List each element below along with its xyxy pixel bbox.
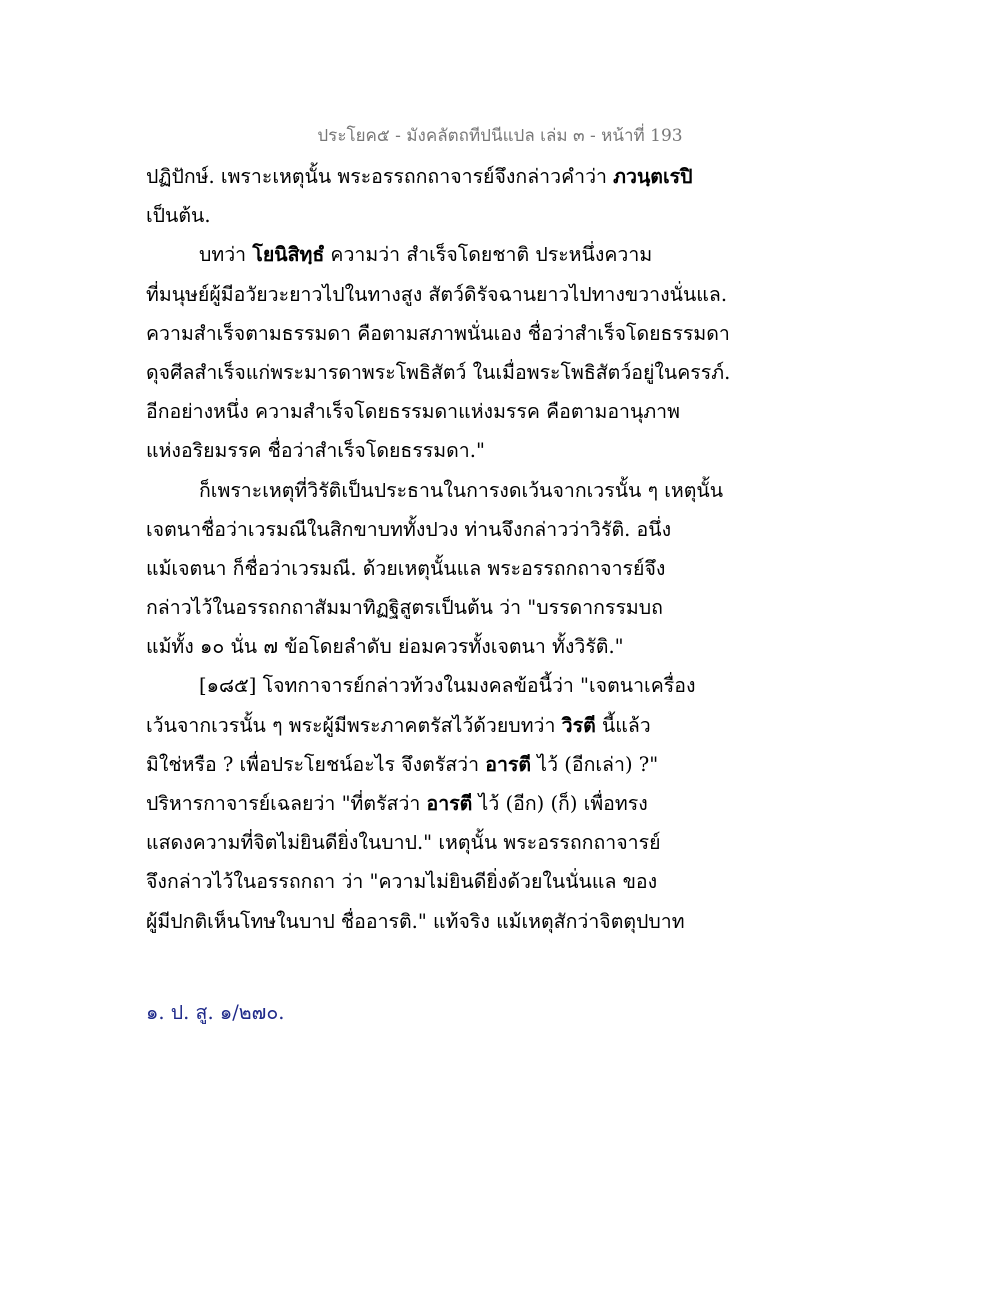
- pali-term: ภวนฺตเรปิ: [613, 165, 693, 188]
- text-line-1: [146, 157, 866, 196]
- text-line-19: [146, 862, 866, 901]
- pali-term: อารตี: [485, 752, 532, 776]
- text-segment: ปฏิปักษ์. เพราะเหตุนั้น พระอรรถกถาจารย์จึงกล่าวคำว่า: [146, 165, 614, 188]
- text-segment: แม้เจตนา ก็ชื่อว่าเวรมณี. ด้วยเหตุนั้นแล พระอรรถกถาจารย์จึง: [146, 556, 666, 580]
- text-segment: เจตนาชื่อว่าเวรมณีในสิกขาบททั้งปวง ท่านจึงกล่าวว่าวิรัติ. อนึ่ง: [146, 517, 672, 541]
- text-segment: จึงกล่าวไว้ในอรรถกถา ว่า "ความไม่ยินดียิ่งด้วยในนั่นแล ของ: [146, 870, 658, 894]
- text-line-14: [146, 666, 866, 705]
- text-line-8: [146, 431, 866, 470]
- pali-term: อารตี: [426, 792, 473, 815]
- text-segment: บทว่า: [199, 243, 253, 267]
- text-segment: ก็เพราะเหตุที่วิรัติเป็นประธานในการงดเว้นจากเวรนั้น ๆ เหตุนั้น: [199, 478, 724, 502]
- text-segment: แม้ทั้ง ๑๐ นั่น ๗ ข้อโดยลำดับ ย่อมควรทั้งเจตนา ทั้งวิรัติ.": [146, 635, 624, 659]
- text-line-10: [146, 510, 866, 549]
- text-line-12: [146, 588, 866, 627]
- text-segment: ผู้มีปกติเห็นโทษในบาป ชื่ออารติ." แท้จริง แม้เหตุสักว่าจิตตุปบาท: [146, 909, 685, 933]
- text-line-13: [146, 627, 866, 666]
- text-segment: แสดงความที่จิตไม่ยินดียิ่งในบาป." เหตุนั้น พระอรรถกถาจารย์: [146, 831, 661, 855]
- text-line-17: [146, 784, 866, 823]
- footnote-text: ๑. ป. สู. ๑/๒๗๐.: [146, 1001, 285, 1024]
- text-segment: เว้นจากเวรนั้น ๆ พระผู้มีพระภาคตรัสไว้ด้วยบทว่า: [146, 713, 562, 737]
- text-segment: เป็นต้น.: [146, 204, 211, 228]
- text-line-7: [146, 392, 866, 431]
- text-segment: กล่าวไว้ในอรรถกถาสัมมาทิฏฐิสูตรเป็นต้น ว่า "บรรดากรรมบถ: [146, 596, 663, 620]
- text-segment: ความสำเร็จตามธรรมดา คือตามสภาพนั่นเอง ชื่อว่าสำเร็จโดยธรรมดา: [146, 321, 730, 345]
- text-line-4: [146, 275, 866, 314]
- text-line-16: [146, 745, 866, 784]
- text-line-11: [146, 549, 866, 588]
- text-segment: มิใช่หรือ ? เพื่อประโยชน์อะไร จึงตรัสว่า: [146, 752, 486, 776]
- text-segment: ไว้ (อีกเล่า) ?": [531, 752, 659, 776]
- header-text: ประโยค๕ - มังคลัตถทีปนีแปล เล่ม ๓ - หน้าที่ 193: [317, 126, 683, 146]
- text-segment: แห่งอริยมรรค ชื่อว่าสำเร็จโดยธรรมดา.": [146, 439, 485, 463]
- text-segment: [๑๘๕] โจทกาจารย์กล่าวท้วงในมงคลข้อนี้ว่า "เจตนาเครื่อง: [199, 674, 696, 698]
- text-segment: นี้แล้ว: [595, 713, 651, 737]
- text-segment: ความว่า สำเร็จโดยชาติ ประหนึ่งความ: [324, 243, 653, 267]
- text-line-15: [146, 706, 866, 745]
- body-text: [146, 157, 866, 941]
- text-segment: ที่มนุษย์ผู้มีอวัยวะยาวไปในทางสูง สัตว์ดิรัจฉานยาวไปทางขวางนั่นแล.: [146, 282, 728, 306]
- text-line-20: [146, 902, 866, 941]
- text-line-5: [146, 314, 866, 353]
- text-line-3: [146, 235, 866, 274]
- text-segment: ปริหารกาจารย์เฉลยว่า "ที่ตรัสว่า: [146, 792, 427, 815]
- text-segment: อีกอย่างหนึ่ง ความสำเร็จโดยธรรมดาแห่งมรรค คือตามอานุภาพ: [146, 400, 680, 424]
- text-line-9: [146, 471, 866, 510]
- pali-term: วิรตี: [561, 713, 596, 737]
- text-line-18: [146, 823, 866, 862]
- pali-term: โยนิสิทฺธํ: [252, 243, 325, 267]
- text-line-6: [146, 353, 866, 392]
- text-segment: ดุจศีลสำเร็จแก่พระมารดาพระโพธิสัตว์ ในเมื่อพระโพธิสัตว์อยู่ในครรภ์.: [146, 360, 731, 384]
- page-header: [0, 122, 1000, 149]
- footnote: [146, 997, 284, 1028]
- text-segment: ไว้ (อีก) (ก็) เพื่อทรง: [472, 792, 648, 815]
- text-line-2: [146, 196, 866, 235]
